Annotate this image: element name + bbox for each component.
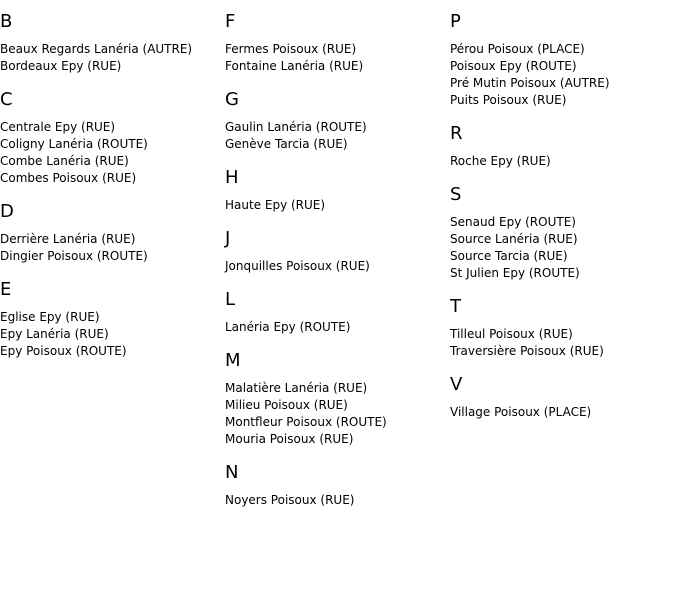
letter-heading: B (0, 11, 13, 32)
street-link[interactable]: Tilleul Poisoux (RUE) (450, 327, 573, 341)
street-list (450, 404, 670, 421)
letter-group (0, 279, 220, 360)
letter-heading: L (225, 289, 236, 310)
street-link[interactable]: Epy Lanéria (RUE) (0, 327, 109, 341)
letter-heading: G (225, 89, 239, 110)
street-link[interactable]: Combe Lanéria (RUE) (0, 154, 129, 168)
street-link[interactable]: Gaulin Lanéria (ROUTE) (225, 120, 367, 134)
letter-group (450, 184, 670, 282)
letter-group (0, 201, 220, 265)
letter-heading: R (450, 123, 463, 144)
street-link[interactable]: Lanéria Epy (ROUTE) (225, 320, 351, 334)
street-list (0, 119, 220, 187)
street-list (450, 41, 670, 109)
index-column-1 (0, 11, 220, 374)
street-link[interactable]: Malatière Lanéria (RUE) (225, 381, 368, 395)
street-link[interactable]: Pré Mutin Poisoux (AUTRE) (450, 76, 610, 90)
street-list (225, 258, 445, 275)
street-list (225, 492, 445, 509)
street-link[interactable]: Bordeaux Epy (RUE) (0, 59, 122, 73)
street-link[interactable]: Genève Tarcia (RUE) (225, 137, 348, 151)
street-link[interactable]: Centrale Epy (RUE) (0, 120, 116, 134)
street-link[interactable]: Coligny Lanéria (ROUTE) (0, 137, 148, 151)
street-link[interactable]: Source Tarcia (RUE) (450, 249, 568, 263)
street-list (450, 214, 670, 282)
letter-group (450, 11, 670, 109)
letter-group (450, 374, 670, 421)
letter-group (225, 350, 445, 448)
letter-group (225, 167, 445, 214)
street-link[interactable]: Pérou Poisoux (PLACE) (450, 42, 585, 56)
street-list (450, 326, 670, 360)
street-list (450, 153, 670, 170)
street-link[interactable]: Epy Poisoux (ROUTE) (0, 344, 127, 358)
letter-heading: C (0, 89, 13, 110)
street-link[interactable]: Montfleur Poisoux (ROUTE) (225, 415, 387, 429)
letter-heading: J (225, 228, 231, 249)
street-link[interactable]: Senaud Epy (ROUTE) (450, 215, 576, 229)
letter-heading: T (450, 296, 461, 317)
letter-heading: V (450, 374, 463, 395)
street-list (225, 319, 445, 336)
street-link[interactable]: Mouria Poisoux (RUE) (225, 432, 354, 446)
street-link[interactable]: Puits Poisoux (RUE) (450, 93, 567, 107)
street-list (0, 231, 220, 265)
letter-heading: N (225, 462, 239, 483)
street-list (0, 309, 220, 360)
street-link[interactable]: Roche Epy (RUE) (450, 154, 551, 168)
letter-group (450, 296, 670, 360)
street-link[interactable]: Jonquilles Poisoux (RUE) (225, 259, 370, 273)
letter-group (0, 11, 220, 75)
letter-group (225, 289, 445, 336)
street-link[interactable]: Dingier Poisoux (ROUTE) (0, 249, 148, 263)
letter-group (225, 89, 445, 153)
street-link[interactable]: Village Poisoux (PLACE) (450, 405, 592, 419)
index-column-3 (450, 11, 670, 435)
street-list (225, 197, 445, 214)
street-link[interactable]: Poisoux Epy (ROUTE) (450, 59, 577, 73)
letter-heading: E (0, 279, 12, 300)
letter-heading: H (225, 167, 239, 188)
index-column-2 (225, 11, 445, 523)
street-link[interactable]: Beaux Regards Lanéria (AUTRE) (0, 42, 193, 56)
street-link[interactable]: St Julien Epy (ROUTE) (450, 266, 580, 280)
street-link[interactable]: Eglise Epy (RUE) (0, 310, 100, 324)
street-link[interactable]: Milieu Poisoux (RUE) (225, 398, 348, 412)
street-link[interactable]: Traversière Poisoux (RUE) (450, 344, 604, 358)
letter-heading: P (450, 11, 461, 32)
street-list (225, 41, 445, 75)
street-list (225, 119, 445, 153)
street-link[interactable]: Derrière Lanéria (RUE) (0, 232, 136, 246)
letter-group (225, 462, 445, 509)
street-link[interactable]: Haute Epy (RUE) (225, 198, 326, 212)
street-link[interactable]: Source Lanéria (RUE) (450, 232, 578, 246)
letter-group (225, 228, 445, 275)
street-list (225, 380, 445, 448)
letter-heading: D (0, 201, 14, 222)
street-link[interactable]: Combes Poisoux (RUE) (0, 171, 137, 185)
street-list (0, 41, 220, 75)
street-link[interactable]: Fermes Poisoux (RUE) (225, 42, 357, 56)
letter-heading: M (225, 350, 241, 371)
letter-group (450, 123, 670, 170)
letter-group (225, 11, 445, 75)
letter-heading: S (450, 184, 462, 205)
street-link[interactable]: Noyers Poisoux (RUE) (225, 493, 355, 507)
letter-heading: F (225, 11, 236, 32)
street-link[interactable]: Fontaine Lanéria (RUE) (225, 59, 364, 73)
letter-group (0, 89, 220, 187)
